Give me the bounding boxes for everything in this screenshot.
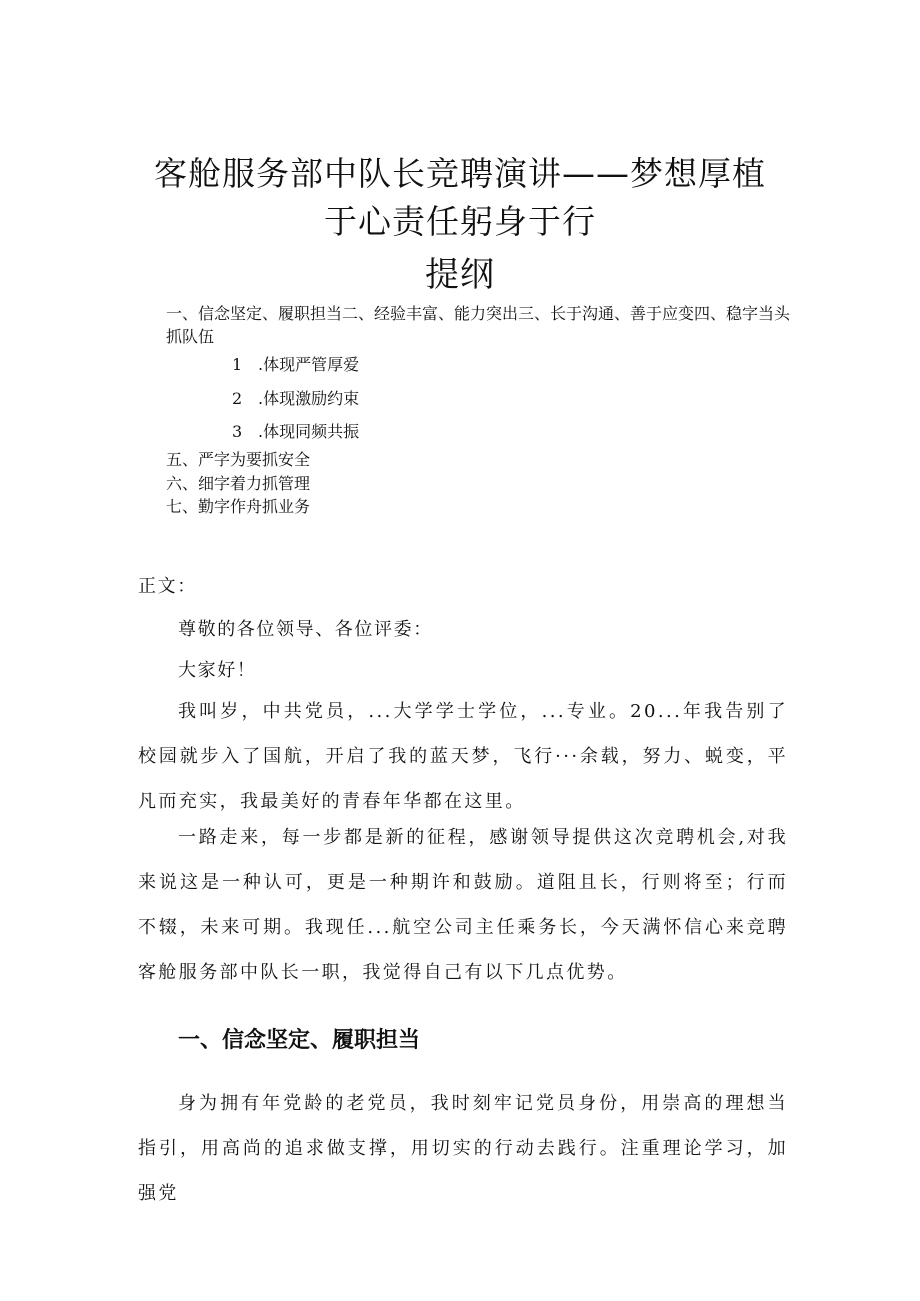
outline-sub-text: .体现同频共振 [258, 422, 360, 441]
outline-sub-item [232, 352, 359, 375]
outline-item: 七、勤字作舟抓业务 [166, 497, 311, 516]
body-label: 正文： [138, 576, 197, 597]
outline-sub-number: 3 [232, 422, 243, 441]
outline-sub-text: .体现严管厚爱 [258, 355, 360, 374]
outline-sub-text: .体现激励约束 [258, 389, 360, 408]
outline-item: 五、严字为要抓安全 [166, 450, 311, 469]
outline-item-group: 一、信念坚定、履职担当二、经验丰富、能力突出三、长于沟通、善于应变四、稳字当头抓队伍 [166, 304, 791, 346]
document-title-line-1: 客舱服务部中队长竞聘演讲——梦想厚植 [154, 154, 766, 193]
document-title-line-2: 于心责任躬身于行 [324, 202, 596, 241]
section-heading: 一、信念坚定、履职担当 [178, 1028, 421, 1053]
outline-sub-number: 2 [232, 389, 243, 408]
salutation: 尊敬的各位领导、各位评委： [178, 619, 433, 640]
outline-sub-item [232, 419, 359, 442]
outline-sub-item [232, 386, 359, 409]
outline-heading: 提纲 [425, 255, 495, 295]
body-paragraph: 一路走来，每一步都是新的征程，感谢领导提供这次竞聘机会,对我来说这是一种认可，更是一种期许和鼓励。道阻且长，行则将至；行而不辍，未来可期。我现任...航空公司主任乘务长，今天满怀信心来竞聘客舱服务部中队长一职，我觉得自己有以下几点优势。 [138, 827, 788, 983]
body-paragraph: 身为拥有年党龄的老党员，我时刻牢记党员身份，用崇高的理想当指引，用高尚的追求做支撑，用切实的行动去践行。注重理论学习，加强党 [138, 1093, 788, 1204]
outline-sub-number: 1 [232, 355, 243, 374]
outline-item: 六、细字着力抓管理 [166, 474, 311, 493]
body-paragraph: 我叫岁，中共党员，...大学学士学位，...专业。20...年我告别了校园就步入了国航，开启了我的蓝天梦，飞行···余载，努力、蜕变，平凡而充实，我最美好的青春年华都在这里。 [138, 701, 788, 812]
greeting: 大家好！ [178, 660, 257, 681]
